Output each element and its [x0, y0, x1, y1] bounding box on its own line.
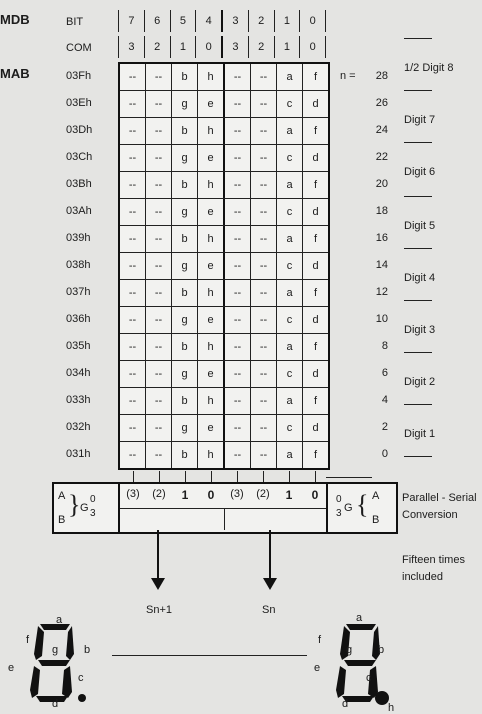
segment-cell: --: [145, 361, 171, 387]
shift-register-divider: [120, 508, 328, 509]
n-value: 24: [375, 124, 388, 136]
bus-line: [289, 471, 290, 482]
segment-cell: --: [223, 91, 250, 117]
segment-cell: --: [145, 145, 171, 171]
right-seg-e: e: [314, 662, 321, 674]
segment-cell: --: [128, 179, 137, 191]
n-value: 26: [375, 97, 388, 109]
address-label: 03Bh: [66, 178, 92, 190]
segment-cell: a: [276, 388, 302, 414]
n-value: 12: [375, 286, 388, 298]
segment-cell: b: [171, 64, 197, 90]
right-seg-b: b: [378, 644, 385, 656]
digit-label: Digit 5: [404, 220, 436, 232]
left-gate-frac-bottom: 3: [90, 508, 96, 519]
bit-header-cell: 6: [144, 10, 170, 32]
segment-cell: --: [128, 98, 137, 110]
address-label: 038h: [66, 259, 91, 271]
right-gate-brace: {: [356, 490, 369, 519]
segment-cell: --: [145, 226, 171, 252]
shift-register-cell: (2): [256, 488, 270, 500]
segment-cell: h: [197, 64, 223, 90]
segment-cell: d: [302, 361, 328, 387]
segment-cell: a: [276, 226, 302, 252]
segment-cell: --: [145, 118, 171, 144]
table-row: [120, 117, 328, 144]
digit-separator: [404, 456, 432, 457]
segment-cell: --: [128, 449, 137, 461]
segment-cell: h: [197, 226, 223, 252]
left-gate-b: B: [58, 514, 66, 526]
segment-cell: --: [223, 307, 250, 333]
com-header-cell: 0: [195, 36, 221, 58]
right-gate-a: A: [372, 490, 380, 502]
segment-cell: b: [171, 442, 197, 468]
segment-cell: e: [197, 199, 223, 225]
digit-label: Digit 3: [404, 324, 436, 336]
segment-cell: h: [197, 442, 223, 468]
com-header-cell: 1: [170, 36, 196, 58]
arrow-down-icon: [151, 578, 165, 590]
address-label: 033h: [66, 394, 91, 406]
address-label: 03Eh: [66, 97, 92, 109]
table-row: [120, 198, 328, 225]
table-row: [120, 64, 328, 90]
address-label: 03Fh: [66, 70, 92, 82]
address-label: 032h: [66, 421, 91, 433]
left-seg-c: c: [78, 672, 84, 684]
segment-cell: --: [250, 172, 276, 198]
n-value: 16: [375, 232, 388, 244]
bus-line: [133, 471, 134, 482]
digit-label: Digit 4: [404, 272, 436, 284]
shift-register-cell: 1: [285, 488, 293, 502]
segment-cell: --: [145, 199, 171, 225]
left-seg-b: b: [84, 644, 91, 656]
bus-line: [159, 471, 160, 482]
table-row: [120, 306, 328, 333]
shift-register-cell: 0: [311, 488, 319, 502]
com-header-cell: 2: [248, 36, 274, 58]
table-row: [120, 441, 328, 468]
segment-cell: f: [302, 226, 328, 252]
segment-cell: a: [276, 64, 302, 90]
segment-cell: --: [223, 64, 250, 90]
bit-header-cell: 3: [221, 10, 248, 32]
right-gate-frac-bottom: 3: [336, 508, 342, 519]
segment-cell: --: [145, 307, 171, 333]
segment-cell: --: [128, 152, 137, 164]
segment-cell: d: [302, 415, 328, 441]
segment-cell: d: [302, 253, 328, 279]
segment-cell: g: [171, 199, 197, 225]
output-arrows: [130, 530, 300, 592]
table-row: [120, 252, 328, 279]
address-label: 035h: [66, 340, 91, 352]
bit-header-cell: 5: [170, 10, 196, 32]
left-seg-d: d: [52, 698, 59, 710]
address-label: 034h: [66, 367, 91, 379]
digit-separator: [404, 248, 432, 249]
segment-cell: g: [171, 91, 197, 117]
table-row: [120, 387, 328, 414]
n-value: 6: [381, 367, 388, 379]
memory-map-grid: [118, 62, 330, 470]
bit-header-cell: 0: [299, 10, 326, 32]
segment-cell: c: [276, 415, 302, 441]
table-row: [120, 144, 328, 171]
table-row: [120, 279, 328, 306]
segment-cell: b: [171, 280, 197, 306]
address-label: 036h: [66, 313, 91, 325]
digit-separator: [404, 90, 432, 91]
segment-cell: f: [302, 334, 328, 360]
segment-cell: --: [250, 91, 276, 117]
segment-cell: --: [250, 253, 276, 279]
table-row: [120, 333, 328, 360]
n-value: 20: [375, 178, 388, 190]
com-header-cell: 0: [299, 36, 326, 58]
segment-cell: --: [223, 361, 250, 387]
segment-cell: --: [145, 442, 171, 468]
right-seg-c: c: [366, 672, 372, 684]
com-label: COM: [66, 42, 92, 54]
digit-separator: [404, 404, 432, 405]
arrow-down-icon: [263, 578, 277, 590]
n-equals-label: n =: [340, 70, 356, 82]
segment-cell: --: [250, 226, 276, 252]
left-gate-g: G: [80, 502, 89, 514]
segment-cell: --: [145, 253, 171, 279]
segment-cell: f: [302, 442, 328, 468]
segment-cell: --: [223, 118, 250, 144]
com-header-cell: 2: [144, 36, 170, 58]
right-seg-g: g: [346, 644, 353, 656]
segment-cell: e: [197, 415, 223, 441]
com-header-cell: 3: [221, 36, 248, 58]
segment-cell: c: [276, 307, 302, 333]
digit-separator: [404, 352, 432, 353]
bit-header-cell: 7: [118, 10, 144, 32]
segment-cell: --: [250, 199, 276, 225]
table-row: [120, 225, 328, 252]
com-header-row: [118, 36, 326, 58]
address-label: 03Ah: [66, 205, 92, 217]
bit-header-cell: 4: [195, 10, 221, 32]
segment-cell: --: [223, 442, 250, 468]
segment-cell: --: [128, 287, 137, 299]
bus-line: [211, 471, 212, 482]
segment-cell: --: [145, 64, 171, 90]
right-seg-h: h: [388, 702, 395, 714]
n-value: 2: [381, 421, 388, 433]
bit-header-cell: 1: [274, 10, 300, 32]
bit-header-cell: 2: [248, 10, 274, 32]
segment-cell: --: [128, 260, 137, 272]
table-row: [120, 90, 328, 117]
segment-cell: --: [250, 64, 276, 90]
segment-cell: --: [128, 341, 137, 353]
left-gate-brace: }: [68, 490, 81, 519]
segment-cell: f: [302, 280, 328, 306]
segment-cell: --: [250, 334, 276, 360]
right-gate-b: B: [372, 514, 380, 526]
shift-register-cell: (3): [230, 488, 244, 500]
segment-cell: g: [171, 415, 197, 441]
n-value: 8: [381, 340, 388, 352]
bit-label: BIT: [66, 16, 84, 28]
segment-cell: f: [302, 64, 328, 90]
segment-cell: f: [302, 388, 328, 414]
segment-cell: g: [171, 253, 197, 279]
n-value: 10: [375, 313, 388, 325]
segment-cell: --: [250, 415, 276, 441]
segment-cell: d: [302, 199, 328, 225]
right-gate-block: [326, 482, 398, 534]
segment-cell: --: [128, 422, 137, 434]
shift-register-cell: (3): [126, 488, 140, 500]
segment-cell: --: [223, 253, 250, 279]
address-label: 03Dh: [66, 124, 93, 136]
left-seg-e: e: [8, 662, 15, 674]
segment-cell: --: [128, 125, 137, 137]
digit-label: Digit 2: [404, 376, 436, 388]
digit-separator: [404, 142, 432, 143]
address-label: 039h: [66, 232, 91, 244]
segment-cell: a: [276, 280, 302, 306]
shift-register-cell: 0: [207, 488, 215, 502]
segment-cell: --: [223, 280, 250, 306]
segment-cell: c: [276, 91, 302, 117]
segment-cell: --: [250, 307, 276, 333]
n-value: 4: [381, 394, 388, 406]
segment-cell: h: [197, 388, 223, 414]
segment-cell: --: [250, 388, 276, 414]
segment-cell: c: [276, 253, 302, 279]
segment-cell: --: [128, 395, 137, 407]
segment-cell: d: [302, 145, 328, 171]
segment-cell: --: [145, 334, 171, 360]
n-value: 14: [375, 259, 388, 271]
bit-header-row: [118, 10, 326, 32]
segment-cell: b: [171, 118, 197, 144]
segment-cell: --: [128, 71, 137, 83]
shift-register: [118, 482, 330, 534]
right-seg-f: f: [318, 634, 322, 646]
left-seg-a: a: [56, 614, 63, 626]
shift-register-cell: (2): [152, 488, 166, 500]
n-value: 22: [375, 151, 388, 163]
address-label: 03Ch: [66, 151, 93, 163]
left-gate-frac-top: 0: [90, 494, 96, 505]
segment-cell: c: [276, 199, 302, 225]
segment-cell: e: [197, 307, 223, 333]
segment-cell: --: [250, 280, 276, 306]
com-header-cell: 1: [274, 36, 300, 58]
segment-cell: a: [276, 172, 302, 198]
right-seven-segment-icon: [320, 612, 420, 712]
bus-line: [315, 471, 316, 482]
segment-cell: d: [302, 91, 328, 117]
segment-cell: --: [250, 442, 276, 468]
segment-cell: h: [197, 334, 223, 360]
digit-label: Digit 6: [404, 166, 436, 178]
left-gate-a: A: [58, 490, 66, 502]
shift-register-cell: 1: [181, 488, 189, 502]
left-seven-segment-icon: [14, 612, 104, 708]
segment-cell: e: [197, 361, 223, 387]
segment-cell: --: [223, 334, 250, 360]
mdb-label: MDB: [0, 12, 30, 27]
n-value: 18: [375, 205, 388, 217]
segment-cell: --: [223, 145, 250, 171]
segment-cell: --: [250, 118, 276, 144]
conversion-label: Parallel - Serial Conversion: [402, 492, 477, 521]
right-gate-g: G: [344, 502, 353, 514]
segment-cell: --: [250, 361, 276, 387]
fifteen-times-label: Fifteen times included: [402, 554, 465, 583]
shift-register-split: [224, 508, 225, 530]
segment-cell: g: [171, 361, 197, 387]
segment-cell: --: [250, 145, 276, 171]
table-row: [120, 360, 328, 387]
segment-cell: a: [276, 442, 302, 468]
bus-line: [237, 471, 238, 482]
segment-cell: a: [276, 334, 302, 360]
segment-cell: h: [197, 118, 223, 144]
segment-cell: --: [223, 388, 250, 414]
segment-cell: --: [145, 91, 171, 117]
right-gate-frac-top: 0: [336, 494, 342, 505]
output-sn-plus-1: Sn+1: [146, 604, 172, 616]
segment-cell: b: [171, 226, 197, 252]
segment-cell: g: [171, 145, 197, 171]
left-seg-g: g: [52, 644, 59, 656]
right-seg-a: a: [356, 612, 363, 624]
segment-cell: b: [171, 334, 197, 360]
mab-label: MAB: [0, 66, 30, 81]
segment-cell: f: [302, 172, 328, 198]
segment-cell: e: [197, 145, 223, 171]
address-label: 037h: [66, 286, 91, 298]
right-seg-d: d: [342, 698, 349, 710]
segment-cell: g: [171, 307, 197, 333]
segment-cell: --: [128, 368, 137, 380]
segment-cell: d: [302, 307, 328, 333]
com-header-cell: 3: [118, 36, 144, 58]
segment-cell: --: [223, 415, 250, 441]
segment-cell: --: [128, 206, 137, 218]
segment-cell: c: [276, 145, 302, 171]
segment-cell: --: [223, 226, 250, 252]
segment-cell: f: [302, 118, 328, 144]
address-label: 031h: [66, 448, 91, 460]
segment-cell: b: [171, 172, 197, 198]
segment-cell: --: [145, 388, 171, 414]
segment-cell: c: [276, 361, 302, 387]
segment-cell: a: [276, 118, 302, 144]
segment-cell: --: [223, 172, 250, 198]
segment-cell: h: [197, 172, 223, 198]
segment-cell: e: [197, 253, 223, 279]
left-seg-f: f: [26, 634, 30, 646]
digit-label: Digit 7: [404, 114, 436, 126]
table-row: [120, 414, 328, 441]
bus-line: [185, 471, 186, 482]
left-gate-block: [52, 482, 122, 534]
table-row: [120, 171, 328, 198]
segment-cell: e: [197, 91, 223, 117]
segment-cell: --: [145, 415, 171, 441]
segment-cell: --: [223, 199, 250, 225]
n-bus-line: [326, 477, 372, 478]
output-sn: Sn: [262, 604, 276, 616]
bus-line: [263, 471, 264, 482]
digit-separator: [404, 300, 432, 301]
segment-cell: b: [171, 388, 197, 414]
segment-cell: --: [145, 280, 171, 306]
segment-cell: --: [128, 314, 137, 326]
n-value: 0: [381, 448, 388, 460]
segment-cell: h: [197, 280, 223, 306]
n-value: 28: [375, 70, 388, 82]
segment-cell: --: [145, 172, 171, 198]
digit-label: Digit 1: [404, 428, 436, 440]
digit-connecting-line: [112, 655, 307, 656]
digit-label: 1/2 Digit 8: [404, 62, 454, 74]
digit-separator: [404, 38, 432, 39]
digit-separator: [404, 196, 432, 197]
segment-cell: --: [128, 233, 137, 245]
